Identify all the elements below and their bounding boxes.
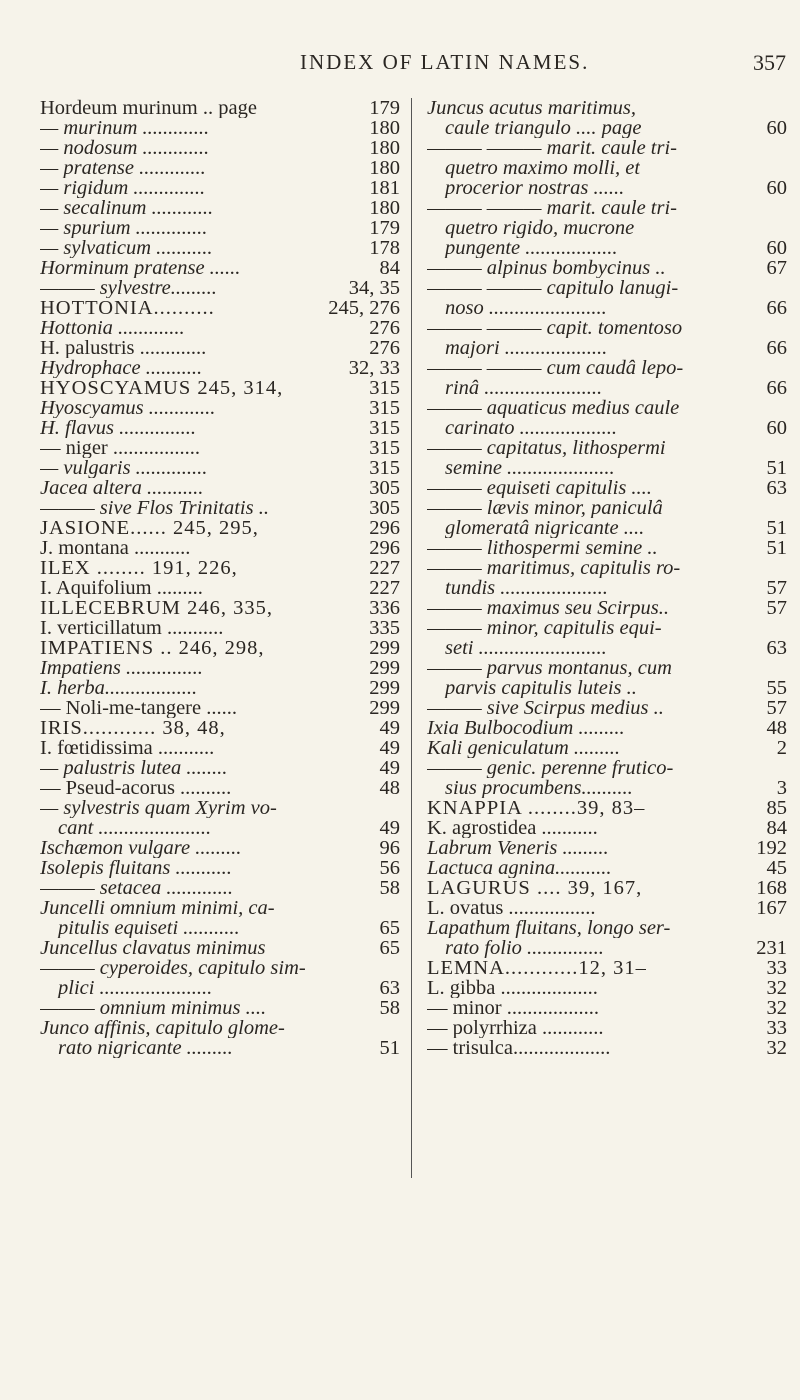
index-entry [427, 238, 787, 258]
index-entry-text: KNAPPIA ........39, 83– [427, 798, 646, 818]
index-entry-text: ——— omnium minimus .... [40, 998, 267, 1018]
index-entry [427, 738, 787, 758]
index-entry [427, 538, 787, 558]
index-entry [40, 718, 400, 738]
index-entry-page: 49 [379, 818, 400, 838]
index-entry-text: glomeratâ nigricante .... [445, 518, 645, 538]
index-entry-text: Juncus acutus maritimus, [427, 98, 636, 118]
index-entry-text: quetro rigido, mucrone [445, 218, 635, 238]
index-entry-text: Labrum Veneris ......... [427, 838, 609, 858]
index-entry [427, 198, 787, 218]
index-entry-page: 179 [369, 218, 400, 238]
index-entry-page: 2 [776, 738, 787, 758]
index-entry [40, 458, 400, 478]
index-entry-page [784, 398, 787, 418]
index-entry-text: rato nigricante ......... [58, 1038, 233, 1058]
index-entry [427, 838, 787, 858]
index-entry-page: 51 [766, 538, 787, 558]
index-entry-page: 85 [766, 798, 787, 818]
index-entry [427, 118, 787, 138]
index-entry [427, 998, 787, 1018]
index-entry-page [784, 438, 787, 458]
index-entry-page: 33 [766, 1018, 787, 1038]
index-entry [40, 158, 400, 178]
index-entry-text: procerior nostras ...... [445, 178, 625, 198]
index-entry [427, 518, 787, 538]
index-entry-text: — murinum ............. [40, 118, 210, 138]
index-entry [40, 1018, 400, 1038]
index-entry-page: 34, 35 [348, 278, 400, 298]
index-entry [427, 658, 787, 678]
index-entry-page: 180 [369, 198, 400, 218]
index-entry [427, 818, 787, 838]
index-entry-text: ILLECEBRUM 246, 335, [40, 598, 273, 618]
index-entry-text: Junco affinis, capitulo glome- [40, 1018, 285, 1038]
index-entry [40, 378, 400, 398]
index-entry [40, 738, 400, 758]
index-entry-text: ——— cyperoides, capitulo sim- [40, 958, 306, 978]
index-entry-page [784, 358, 787, 378]
index-entry [40, 998, 400, 1018]
index-entry-text: seti ......................... [445, 638, 607, 658]
index-entry-page: 276 [369, 338, 400, 358]
index-entry-text: ——— equiseti capitulis .... [427, 478, 652, 498]
index-entry-page: 66 [766, 378, 787, 398]
index-entry-page: 32, 33 [348, 358, 400, 378]
index-entry-text: Lactuca agnina........... [427, 858, 612, 878]
index-entry-page: 66 [766, 298, 787, 318]
index-entry-page: 299 [369, 678, 400, 698]
index-entry [40, 238, 400, 258]
index-entry [427, 938, 787, 958]
index-entry [40, 118, 400, 138]
index-entry [427, 358, 787, 378]
index-entry [40, 298, 400, 318]
index-entry-text: — polyrrhiza ............ [427, 1018, 604, 1038]
index-entry [427, 338, 787, 358]
index-entry-text: — secalinum ............ [40, 198, 214, 218]
index-entry-text: — Noli-me-tangere ...... [40, 698, 237, 718]
index-entry-text: I. fœtidissima ........... [40, 738, 215, 758]
page-number: 357 [753, 50, 786, 75]
index-entry-page [784, 498, 787, 518]
index-entry [427, 478, 787, 498]
index-entry-text: Hyoscyamus ............. [40, 398, 216, 418]
index-entry-page [784, 198, 787, 218]
index-entry-page [784, 658, 787, 678]
index-entry [40, 918, 400, 938]
index-entry-page: 66 [766, 338, 787, 358]
index-entry-text: L. gibba ................... [427, 978, 598, 998]
index-entry-page: 315 [369, 398, 400, 418]
index-entry-text: I. herba.................. [40, 678, 198, 698]
index-entry-text: ——— alpinus bombycinus .. [427, 258, 666, 278]
index-entry-page [397, 798, 400, 818]
index-entry [40, 838, 400, 858]
index-entry-page: 315 [369, 458, 400, 478]
index-entry-page: 276 [369, 318, 400, 338]
index-entry-page: 180 [369, 118, 400, 138]
index-entry [40, 178, 400, 198]
index-entry-page: 32 [766, 978, 787, 998]
index-entry [40, 658, 400, 678]
index-entry [427, 158, 787, 178]
index-entry-page: 335 [369, 618, 400, 638]
index-entry-page: 178 [369, 238, 400, 258]
index-entry-page: 84 [379, 258, 400, 278]
index-entry-text: rato folio ............... [445, 938, 604, 958]
index-entry-text: caule triangulo .... page [445, 118, 642, 138]
index-entry-page: 231 [756, 938, 787, 958]
index-entry [427, 1018, 787, 1038]
index-entry [40, 858, 400, 878]
index-entry-page: 168 [756, 878, 787, 898]
index-entry-page [397, 958, 400, 978]
index-entry-page [784, 618, 787, 638]
index-entry-page: 179 [369, 98, 400, 118]
index-entry [427, 598, 787, 618]
index-entry-text: majori .................... [445, 338, 608, 358]
index-entry [427, 878, 787, 898]
index-entry-text: Ischæmon vulgare ......... [40, 838, 242, 858]
index-entry [427, 438, 787, 458]
index-entry-text: Jacea altera ........... [40, 478, 204, 498]
index-entry [40, 638, 400, 658]
index-entry-page: 305 [369, 478, 400, 498]
index-entry [40, 598, 400, 618]
index-column-right [427, 98, 787, 1058]
index-entry [40, 778, 400, 798]
index-entry [427, 98, 787, 118]
index-entry [427, 978, 787, 998]
index-entry-text: — pratense ............. [40, 158, 206, 178]
index-entry [427, 218, 787, 238]
index-entry [40, 438, 400, 458]
index-entry [427, 778, 787, 798]
index-entry-text: rinâ ....................... [445, 378, 603, 398]
index-entry-text: Lapathum fluitans, longo ser- [427, 918, 671, 938]
index-entry-page: 3 [776, 778, 787, 798]
index-entry-text: ——— ——— capitulo lanugi- [427, 278, 679, 298]
index-entry-page: 63 [379, 978, 400, 998]
index-entry [40, 258, 400, 278]
index-entry-text: IRIS............ 38, 48, [40, 718, 226, 738]
index-entry-text: ——— minor, capitulis equi- [427, 618, 662, 638]
index-entry-page: 60 [766, 418, 787, 438]
index-entry-text: I. verticillatum ........... [40, 618, 224, 638]
index-entry-page: 336 [369, 598, 400, 618]
index-entry-page: 65 [379, 938, 400, 958]
index-entry [40, 758, 400, 778]
index-entry-page: 65 [379, 918, 400, 938]
index-entry-page: 51 [766, 518, 787, 538]
index-entry-text: Impatiens ............... [40, 658, 203, 678]
index-entry-text: ——— parvus montanus, cum [427, 658, 672, 678]
index-entry [427, 618, 787, 638]
index-entry-page: 315 [369, 418, 400, 438]
index-entry [40, 218, 400, 238]
index-entry-text: — rigidum .............. [40, 178, 206, 198]
index-entry-page: 299 [369, 658, 400, 678]
page-header [0, 50, 800, 86]
index-entry-page: 181 [369, 178, 400, 198]
index-entry-text: noso ....................... [445, 298, 607, 318]
index-entry-page: 315 [369, 438, 400, 458]
index-entry-page: 60 [766, 178, 787, 198]
index-entry-page: 60 [766, 238, 787, 258]
index-entry-text: — niger ................. [40, 438, 200, 458]
index-entry [40, 978, 400, 998]
index-entry [40, 518, 400, 538]
index-entry-text: ——— setacea ............. [40, 878, 234, 898]
index-entry [427, 638, 787, 658]
index-entry [40, 938, 400, 958]
index-entry-text: parvis capitulis luteis .. [445, 678, 637, 698]
index-entry-page: 315 [369, 378, 400, 398]
index-entry-text: — palustris lutea ........ [40, 758, 228, 778]
index-entry-page [784, 318, 787, 338]
index-entry-page: 48 [766, 718, 787, 738]
index-entry-text: ——— ——— capit. tomentoso [427, 318, 683, 338]
index-entry [40, 138, 400, 158]
index-entry-text: semine ..................... [445, 458, 615, 478]
index-entry-text: ——— genic. perenne frutico- [427, 758, 674, 778]
index-entry-page: 32 [766, 998, 787, 1018]
index-entry-page: 55 [766, 678, 787, 698]
index-entry [427, 138, 787, 158]
index-entry-page: 45 [766, 858, 787, 878]
index-entry-text: ——— lithospermi semine .. [427, 538, 658, 558]
index-entry-page: 60 [766, 118, 787, 138]
index-entry-text: pitulis equiseti ........... [58, 918, 240, 938]
index-entry-text: ——— capitatus, lithospermi [427, 438, 666, 458]
index-entry [40, 818, 400, 838]
index-entry [427, 298, 787, 318]
running-title: INDEX OF LATIN NAMES. [300, 50, 590, 74]
index-entry [40, 98, 400, 118]
index-entry [40, 698, 400, 718]
index-entry [427, 178, 787, 198]
index-entry-text: — Pseud-acorus .......... [40, 778, 232, 798]
index-entry-text: plici ...................... [58, 978, 213, 998]
index-entry-page: 180 [369, 158, 400, 178]
index-entry-text: ——— maximus seu Scirpus.. [427, 598, 670, 618]
index-entry [427, 398, 787, 418]
index-entry-page: 305 [369, 498, 400, 518]
index-entry [40, 898, 400, 918]
index-entry-text: K. agrostidea ........... [427, 818, 598, 838]
index-entry-text: Hydrophace ........... [40, 358, 203, 378]
index-entry-text: ——— ——— marit. caule tri- [427, 198, 678, 218]
index-entry [40, 278, 400, 298]
index-entry-page [784, 158, 787, 178]
index-entry-text: ——— ——— cum caudâ lepo- [427, 358, 684, 378]
index-entry-text: ——— maritimus, capitulis ro- [427, 558, 681, 578]
index-entry-page [784, 758, 787, 778]
index-entry [40, 418, 400, 438]
index-entry-page: 180 [369, 138, 400, 158]
index-entry-text: LAGURUS .... 39, 167, [427, 878, 643, 898]
index-entry-page [784, 558, 787, 578]
index-entry [40, 198, 400, 218]
index-entry [427, 678, 787, 698]
index-entry-text: ——— sive Flos Trinitatis .. [40, 498, 269, 518]
index-entry [427, 958, 787, 978]
index-entry-page [397, 1018, 400, 1038]
index-entry-text: I. Aquifolium ......... [40, 578, 203, 598]
index-entry-text: Hordeum murinum .. page [40, 98, 257, 118]
index-column-left [40, 98, 400, 1058]
index-entry-page: 245, 276 [328, 298, 400, 318]
index-entry-page: 58 [379, 998, 400, 1018]
index-entry [40, 558, 400, 578]
index-entry-page: 51 [379, 1038, 400, 1058]
index-entry-text: HOTTONIA.......... [40, 298, 215, 318]
index-entry-page: 167 [756, 898, 787, 918]
index-entry-text: Horminum pratense ...... [40, 258, 241, 278]
index-entry-page [784, 98, 787, 118]
index-entry-text: HYOSCYAMUS 245, 314, [40, 378, 284, 398]
index-entry-text: — nodosum ............. [40, 138, 210, 158]
index-entry-page: 296 [369, 538, 400, 558]
index-entry [40, 398, 400, 418]
index-entry [427, 318, 787, 338]
index-entry [427, 898, 787, 918]
index-entry [427, 558, 787, 578]
index-entry-text: — trisulca................... [427, 1038, 611, 1058]
index-entry [40, 678, 400, 698]
index-entry [40, 358, 400, 378]
index-entry [40, 318, 400, 338]
index-entry-text: — minor .................. [427, 998, 599, 1018]
index-entry-page [397, 898, 400, 918]
index-entry-page: 51 [766, 458, 787, 478]
index-entry-text: JASIONE...... 245, 295, [40, 518, 259, 538]
index-entry-text: tundis ..................... [445, 578, 608, 598]
index-entry-page: 49 [379, 758, 400, 778]
index-entry [427, 418, 787, 438]
index-entry [40, 578, 400, 598]
index-entry-text: ——— lævis minor, paniculâ [427, 498, 663, 518]
index-entry [40, 878, 400, 898]
column-divider [411, 98, 412, 1178]
index-entry [40, 618, 400, 638]
index-entry [427, 758, 787, 778]
index-entry-text: — spurium .............. [40, 218, 208, 238]
index-entry-page [784, 218, 787, 238]
index-entry-page: 58 [379, 878, 400, 898]
index-entry-page [784, 138, 787, 158]
index-entry-text: ——— sive Scirpus medius .. [427, 698, 664, 718]
index-entry-page: 32 [766, 1038, 787, 1058]
index-entry-text: L. ovatus ................. [427, 898, 596, 918]
index-entry-text: J. montana ........... [40, 538, 191, 558]
index-entry [40, 478, 400, 498]
index-entry-text: carinato ................... [445, 418, 617, 438]
index-entry-text: cant ...................... [58, 818, 212, 838]
index-entry [427, 498, 787, 518]
index-entry-page [784, 278, 787, 298]
index-entry-text: Juncellus clavatus minimus [40, 938, 266, 958]
index-entry [427, 458, 787, 478]
index-entry-page: 57 [766, 698, 787, 718]
index-entry-text: — vulgaris .............. [40, 458, 208, 478]
index-entry [427, 278, 787, 298]
index-entry [40, 1038, 400, 1058]
index-entry-text: H. flavus ............... [40, 418, 197, 438]
index-entry-text: Isolepis fluitans ........... [40, 858, 232, 878]
index-entry-page: 296 [369, 518, 400, 538]
index-entry-text: — sylvestris quam Xyrim vo- [40, 798, 277, 818]
index-entry-text: sius procumbens.......... [445, 778, 633, 798]
index-entry-text: IMPATIENS .. 246, 298, [40, 638, 265, 658]
index-entry-page: 48 [379, 778, 400, 798]
index-entry-text: Hottonia ............. [40, 318, 185, 338]
index-entry-text: — sylvaticum ........... [40, 238, 213, 258]
index-entry-page: 63 [766, 638, 787, 658]
index-entry [427, 798, 787, 818]
index-entry [427, 718, 787, 738]
index-entry-text: ILEX ........ 191, 226, [40, 558, 238, 578]
index-entry-page: 49 [379, 738, 400, 758]
index-entry [427, 858, 787, 878]
index-entry-page: 63 [766, 478, 787, 498]
index-entry-page: 192 [756, 838, 787, 858]
index-entry-page: 49 [379, 718, 400, 738]
index-entry-page: 96 [379, 838, 400, 858]
index-entry-text: Ixia Bulbocodium ......... [427, 718, 625, 738]
index-entry-page: 299 [369, 638, 400, 658]
index-entry [40, 338, 400, 358]
index-entry [427, 698, 787, 718]
index-entry [427, 918, 787, 938]
index-entry-page: 33 [766, 958, 787, 978]
index-entry-page: 227 [369, 578, 400, 598]
index-entry-page [784, 918, 787, 938]
index-entry-text: ——— ——— marit. caule tri- [427, 138, 678, 158]
index-entry-text: ——— aquaticus medius caule [427, 398, 680, 418]
index-entry-text: quetro maximo molli, et [445, 158, 641, 178]
index-entry-text: pungente .................. [445, 238, 618, 258]
index-entry-page: 84 [766, 818, 787, 838]
index-entry [427, 578, 787, 598]
index-entry [427, 1038, 787, 1058]
index-entry-page: 299 [369, 698, 400, 718]
index-entry [40, 798, 400, 818]
index-entry-text: Kali geniculatum ......... [427, 738, 621, 758]
index-entry-text: Juncelli omnium minimi, ca- [40, 898, 275, 918]
index-entry-page: 56 [379, 858, 400, 878]
index-entry-text: H. palustris ............. [40, 338, 207, 358]
index-entry-page: 57 [766, 578, 787, 598]
index-entry [427, 258, 787, 278]
index-entry-page: 227 [369, 558, 400, 578]
index-entry-page: 67 [766, 258, 787, 278]
index-entry-text: ——— sylvestre......... [40, 278, 217, 298]
index-entry [427, 378, 787, 398]
index-entry [40, 958, 400, 978]
index-entry-text: LEMNA............12, 31– [427, 958, 647, 978]
index-entry [40, 538, 400, 558]
index-entry-page: 57 [766, 598, 787, 618]
index-entry [40, 498, 400, 518]
